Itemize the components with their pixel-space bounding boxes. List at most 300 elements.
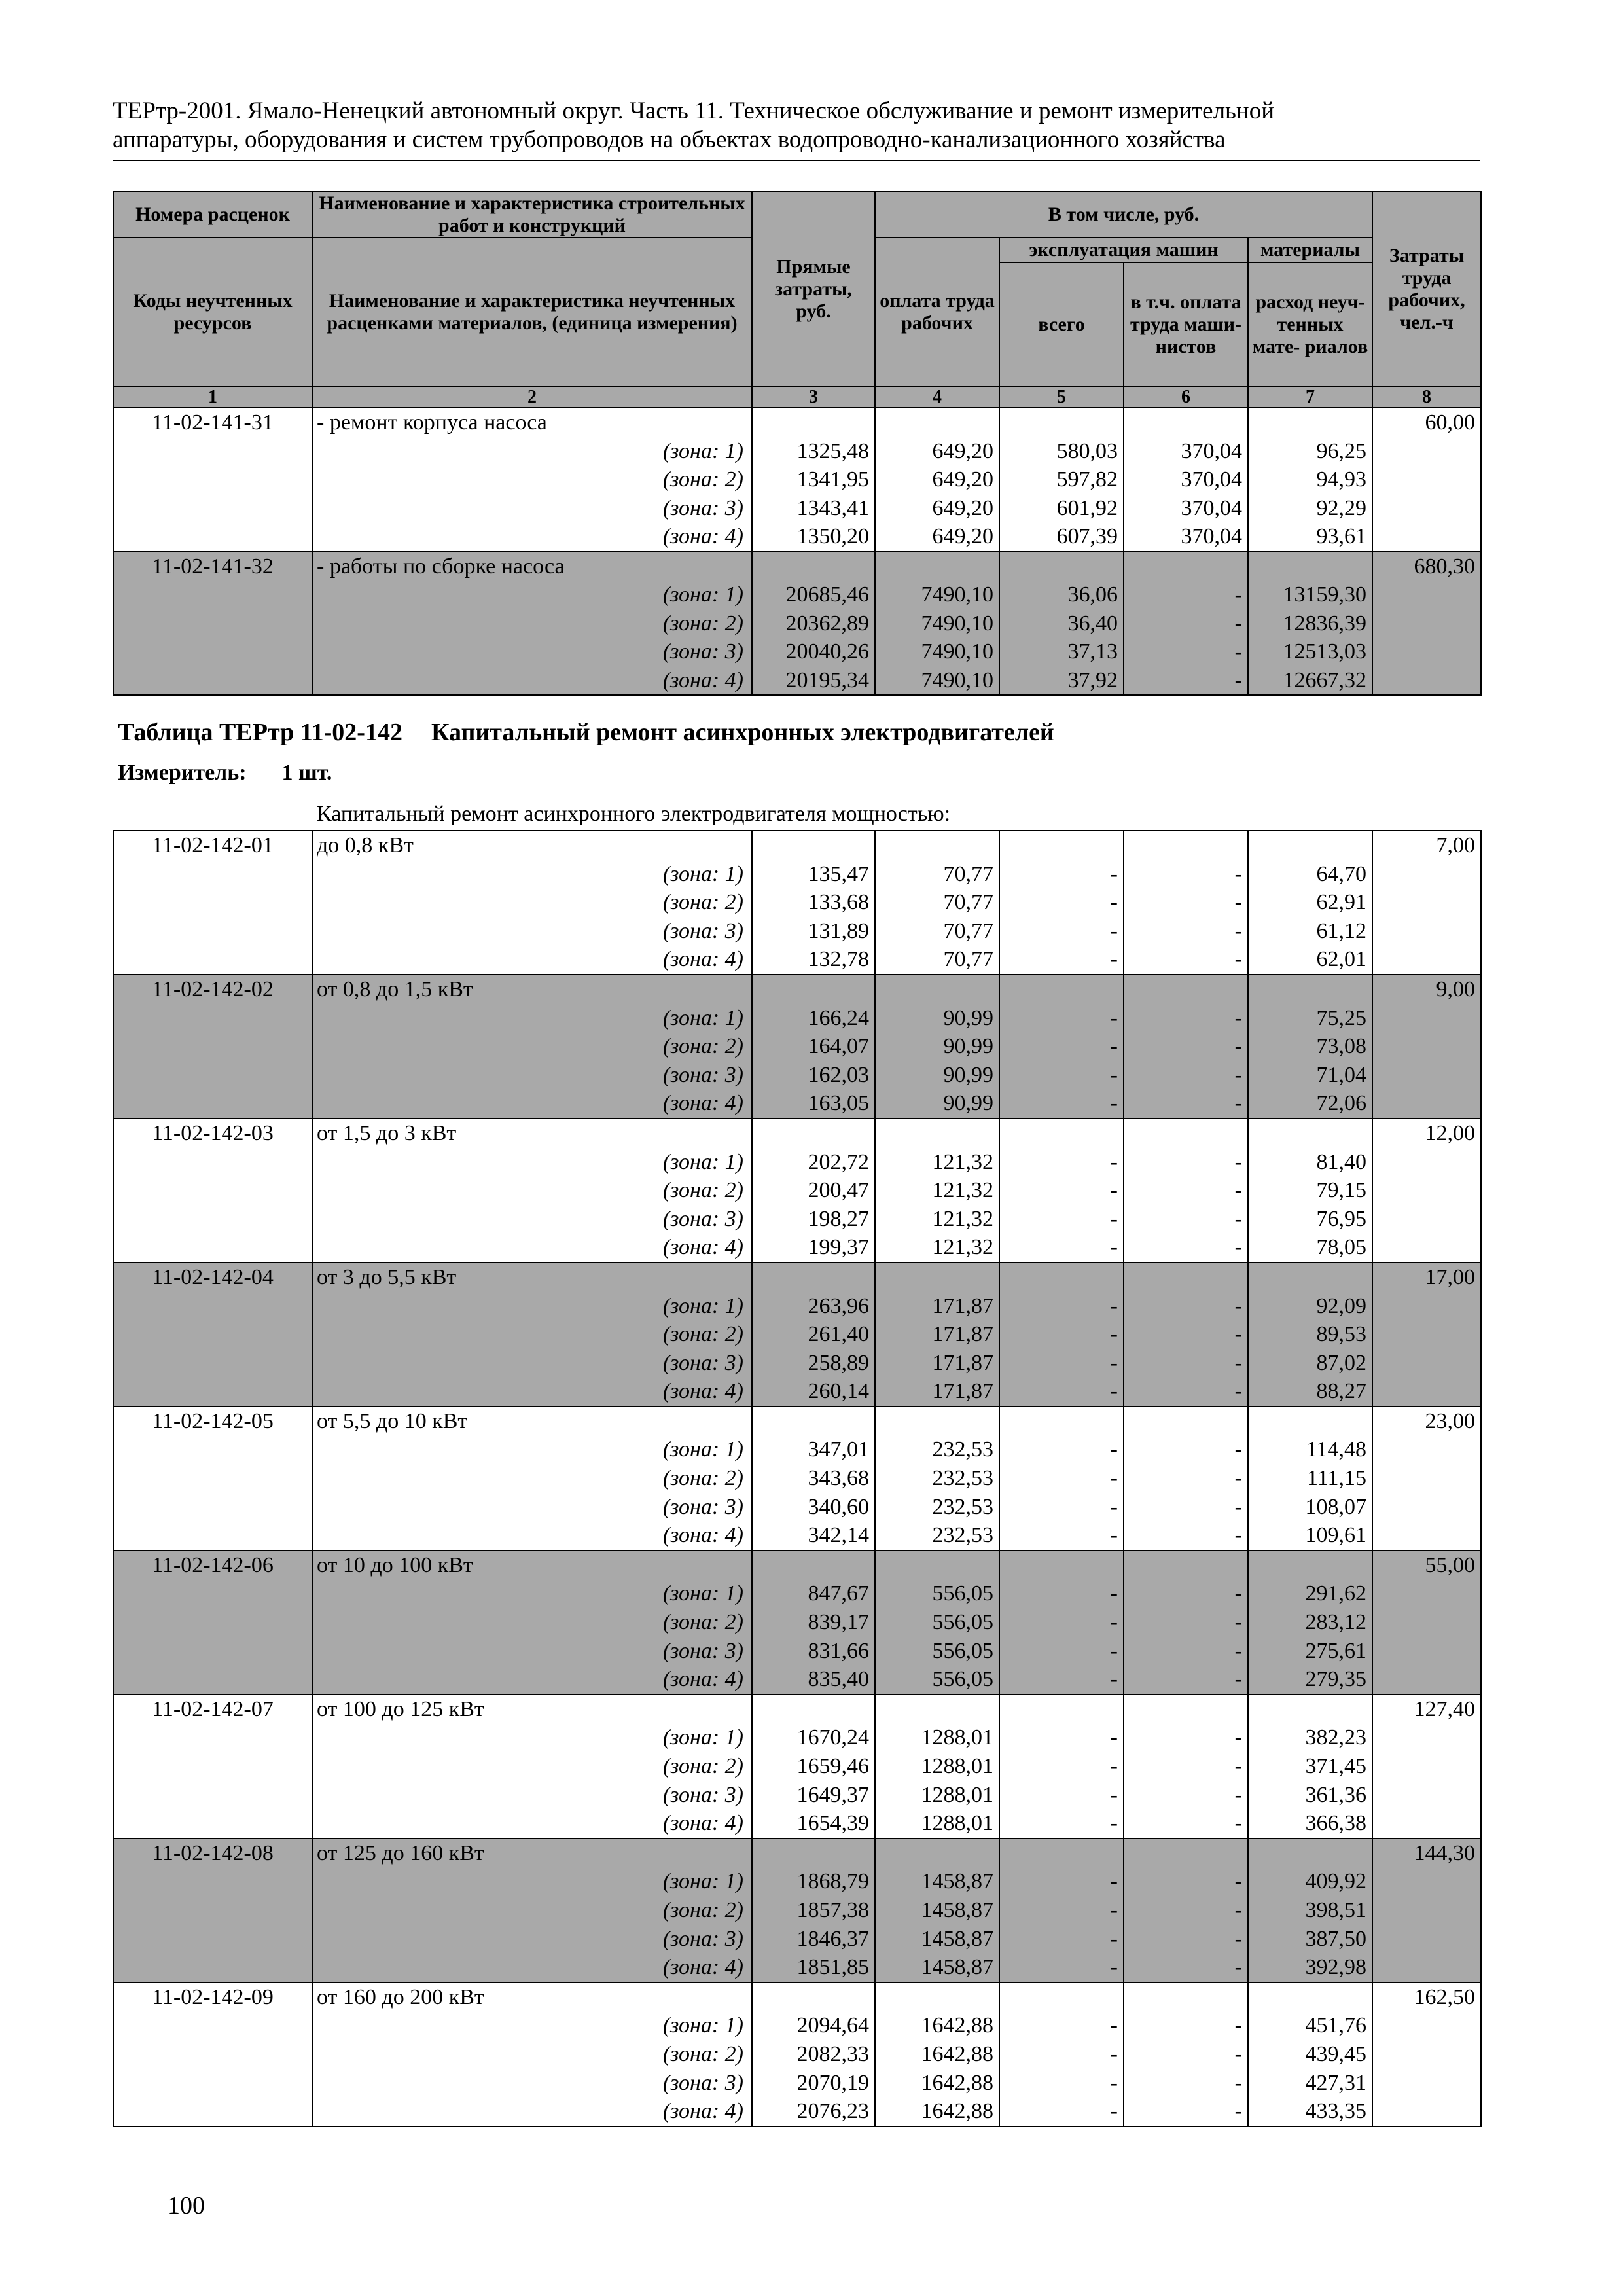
zone-row	[113, 1809, 1481, 1839]
empty-cell	[113, 522, 312, 552]
value-cell: -	[1124, 1665, 1248, 1695]
value-cell: -	[1124, 1061, 1248, 1090]
value-cell: 70,77	[875, 860, 999, 889]
col-machines-total: всего	[999, 262, 1124, 387]
empty-cell	[113, 1464, 312, 1493]
zone-row	[113, 2040, 1481, 2069]
empty-cell	[113, 860, 312, 889]
labor-value: 9,00	[1372, 975, 1481, 1004]
value-cell: 361,36	[1248, 1781, 1372, 1810]
rate-group	[113, 408, 1481, 552]
empty-cell	[1372, 666, 1481, 696]
empty-cell	[752, 1119, 875, 1148]
column-number: 6	[1124, 387, 1248, 408]
empty-cell	[1372, 1493, 1481, 1522]
value-cell: 382,23	[1248, 1723, 1372, 1752]
empty-cell	[113, 2011, 312, 2040]
value-cell: 70,77	[875, 888, 999, 917]
value-cell: -	[999, 1608, 1124, 1637]
empty-cell	[113, 1320, 312, 1349]
value-cell: 1846,37	[752, 1925, 875, 1954]
zone-row	[113, 522, 1481, 552]
value-cell: -	[999, 1377, 1124, 1407]
empty-cell	[752, 552, 875, 581]
rate-name: от 125 до 160 кВт	[312, 1839, 752, 1868]
empty-cell	[1124, 1119, 1248, 1148]
empty-cell	[999, 1839, 1124, 1868]
col-material-usage: расход неуч- тенных мате- риалов	[1248, 262, 1372, 387]
value-cell: 649,20	[875, 494, 999, 523]
empty-cell	[1372, 1665, 1481, 1695]
zone-row	[113, 1205, 1481, 1234]
header-line-1: ТЕРтр-2001. Ямало-Ненецкий автономный округ. Часть 11. Техническое обслуживание и ремонт измерительной	[113, 98, 1275, 124]
empty-cell	[113, 1061, 312, 1090]
empty-cell	[1248, 1263, 1372, 1292]
rate-group	[113, 1982, 1481, 2126]
col-labor-costs: Затраты труда рабочих, чел.-ч	[1372, 192, 1481, 387]
value-cell: -	[1124, 1723, 1248, 1752]
zone-row	[113, 1665, 1481, 1695]
value-cell: -	[1124, 1292, 1248, 1321]
zone-label: (зона: 3)	[312, 637, 752, 666]
zone-row	[113, 494, 1481, 523]
empty-cell	[875, 975, 999, 1004]
zone-label: (зона: 1)	[312, 860, 752, 889]
empty-cell	[113, 1896, 312, 1925]
empty-cell	[1372, 1752, 1481, 1781]
zone-row	[113, 1493, 1481, 1522]
value-cell: 36,40	[999, 609, 1124, 638]
value-cell: -	[999, 1925, 1124, 1954]
value-cell: 87,02	[1248, 1349, 1372, 1378]
value-cell: -	[1124, 1148, 1248, 1177]
col-rate-numbers: Номера расценок	[113, 192, 312, 238]
col-machines: эксплуатация машин	[999, 238, 1248, 262]
rate-name: от 3 до 5,5 кВт	[312, 1263, 752, 1292]
empty-cell	[1124, 1263, 1248, 1292]
value-cell: 121,32	[875, 1205, 999, 1234]
empty-cell	[113, 1752, 312, 1781]
empty-cell	[1248, 1119, 1372, 1148]
rate-code: 11-02-142-01	[113, 831, 312, 860]
empty-cell	[999, 1263, 1124, 1292]
column-number: 1	[113, 387, 312, 408]
value-cell: -	[1124, 1953, 1248, 1982]
zone-row	[113, 2069, 1481, 2098]
zone-row	[113, 465, 1481, 494]
empty-cell	[1248, 831, 1372, 860]
value-cell: 283,12	[1248, 1608, 1372, 1637]
empty-cell	[1372, 637, 1481, 666]
value-cell: 164,07	[752, 1032, 875, 1061]
value-cell: -	[999, 1320, 1124, 1349]
empty-cell	[875, 831, 999, 860]
empty-cell	[752, 1551, 875, 1580]
value-cell: 70,77	[875, 917, 999, 946]
value-cell: 20195,34	[752, 666, 875, 696]
empty-cell	[1372, 609, 1481, 638]
rate-name: - ремонт корпуса насоса	[312, 408, 752, 437]
value-cell: -	[1124, 1781, 1248, 1810]
empty-cell	[1372, 1521, 1481, 1551]
value-cell: 451,76	[1248, 2011, 1372, 2040]
value-cell: -	[1124, 860, 1248, 889]
value-cell: 12836,39	[1248, 609, 1372, 638]
value-cell: -	[999, 1637, 1124, 1666]
value-cell: -	[1124, 581, 1248, 609]
rate-title-row	[113, 1839, 1481, 1868]
value-cell: 607,39	[999, 522, 1124, 552]
zone-label: (зона: 1)	[312, 1579, 752, 1608]
empty-cell	[1372, 1148, 1481, 1177]
rate-title-row	[113, 1551, 1481, 1580]
value-cell: 111,15	[1248, 1464, 1372, 1493]
rate-code: 11-02-142-08	[113, 1839, 312, 1868]
value-cell: 649,20	[875, 465, 999, 494]
value-cell: 72,06	[1248, 1089, 1372, 1119]
empty-cell	[1372, 1723, 1481, 1752]
value-cell: 847,67	[752, 1579, 875, 1608]
value-cell: 1350,20	[752, 522, 875, 552]
empty-cell	[113, 1608, 312, 1637]
value-cell: 132,78	[752, 945, 875, 975]
col-direct-costs: Прямые затраты, руб.	[752, 192, 875, 387]
column-number: 5	[999, 387, 1124, 408]
value-cell: 556,05	[875, 1637, 999, 1666]
column-number: 7	[1248, 387, 1372, 408]
header-line-2: аппаратуры, оборудования и систем трубопроводов на объектах водопроводно-канализационного хозяйства	[113, 126, 1226, 153]
empty-cell	[113, 1723, 312, 1752]
value-cell: -	[1124, 1435, 1248, 1464]
empty-cell	[113, 609, 312, 638]
value-cell: -	[1124, 1464, 1248, 1493]
zone-row	[113, 1061, 1481, 1090]
value-cell: 1458,87	[875, 1867, 999, 1896]
empty-cell	[1248, 1695, 1372, 1724]
empty-cell	[875, 1982, 999, 2012]
value-cell: 1659,46	[752, 1752, 875, 1781]
zone-label: (зона: 1)	[312, 437, 752, 466]
zone-row	[113, 666, 1481, 696]
empty-cell	[1124, 552, 1248, 581]
empty-cell	[1124, 1982, 1248, 2012]
col-operator-pay: в т.ч. оплата труда маши- нистов	[1124, 262, 1248, 387]
zone-row	[113, 1435, 1481, 1464]
col-materials: материалы	[1248, 238, 1372, 262]
value-cell: 121,32	[875, 1176, 999, 1205]
zone-row	[113, 1292, 1481, 1321]
value-cell: -	[999, 2011, 1124, 2040]
rate-title-row	[113, 1263, 1481, 1292]
value-cell: -	[999, 917, 1124, 946]
empty-cell	[113, 1867, 312, 1896]
value-cell: 62,01	[1248, 945, 1372, 975]
value-cell: 831,66	[752, 1637, 875, 1666]
value-cell: -	[1124, 1608, 1248, 1637]
value-cell: 232,53	[875, 1521, 999, 1551]
zone-row	[113, 1176, 1481, 1205]
zone-label: (зона: 3)	[312, 494, 752, 523]
rate-name: от 10 до 100 кВт	[312, 1551, 752, 1580]
value-cell: 1288,01	[875, 1809, 999, 1839]
value-cell: 342,14	[752, 1521, 875, 1551]
empty-cell	[999, 1551, 1124, 1580]
empty-cell	[1248, 1982, 1372, 2012]
empty-cell	[1372, 1579, 1481, 1608]
empty-cell	[1372, 945, 1481, 975]
value-cell: 108,07	[1248, 1493, 1372, 1522]
labor-value: 144,30	[1372, 1839, 1481, 1868]
zone-label: (зона: 4)	[312, 666, 752, 696]
empty-cell	[752, 1407, 875, 1436]
page-header	[113, 97, 1480, 154]
zone-row	[113, 637, 1481, 666]
zone-label: (зона: 4)	[312, 1953, 752, 1982]
value-cell: 131,89	[752, 917, 875, 946]
value-cell: -	[1124, 1349, 1248, 1378]
value-cell: 1288,01	[875, 1781, 999, 1810]
value-cell: 1458,87	[875, 1896, 999, 1925]
empty-cell	[875, 1263, 999, 1292]
empty-cell	[113, 1233, 312, 1263]
value-cell: 1670,24	[752, 1723, 875, 1752]
value-cell: 2094,64	[752, 2011, 875, 2040]
rates-table-141	[113, 191, 1482, 696]
empty-cell	[1372, 1608, 1481, 1637]
empty-cell	[1372, 522, 1481, 552]
empty-cell	[113, 2097, 312, 2126]
value-cell: 7490,10	[875, 609, 999, 638]
value-cell: 20362,89	[752, 609, 875, 638]
value-cell: 427,31	[1248, 2069, 1372, 2098]
empty-cell	[999, 1407, 1124, 1436]
value-cell: 232,53	[875, 1493, 999, 1522]
value-cell: 347,01	[752, 1435, 875, 1464]
value-cell: 90,99	[875, 1061, 999, 1090]
value-cell: 7490,10	[875, 637, 999, 666]
rate-title-row	[113, 1119, 1481, 1148]
value-cell: 556,05	[875, 1665, 999, 1695]
rate-name: - работы по сборке насоса	[312, 552, 752, 581]
zone-row	[113, 1233, 1481, 1263]
empty-cell	[1372, 1781, 1481, 1810]
value-cell: 135,47	[752, 860, 875, 889]
empty-cell	[999, 831, 1124, 860]
zone-row	[113, 1032, 1481, 1061]
value-cell: -	[1124, 2069, 1248, 2098]
value-cell: 71,04	[1248, 1061, 1372, 1090]
zone-label: (зона: 2)	[312, 1176, 752, 1205]
empty-cell	[875, 1119, 999, 1148]
empty-cell	[1124, 831, 1248, 860]
table-title-name: Капитальный ремонт асинхронных электродвигателей	[431, 719, 1054, 746]
col-worker-pay: оплата труда рабочих	[875, 238, 999, 387]
labor-value: 12,00	[1372, 1119, 1481, 1148]
zone-row	[113, 888, 1481, 917]
zone-label: (зона: 4)	[312, 522, 752, 552]
value-cell: 90,99	[875, 1004, 999, 1033]
value-cell: -	[999, 1292, 1124, 1321]
column-number: 3	[752, 387, 875, 408]
value-cell: 556,05	[875, 1579, 999, 1608]
value-cell: 370,04	[1124, 437, 1248, 466]
empty-cell	[1372, 860, 1481, 889]
empty-cell	[1124, 1407, 1248, 1436]
empty-cell	[1124, 975, 1248, 1004]
value-cell: 171,87	[875, 1320, 999, 1349]
zone-row	[113, 1896, 1481, 1925]
empty-cell	[999, 975, 1124, 1004]
value-cell: 1642,88	[875, 2011, 999, 2040]
value-cell: 1343,41	[752, 494, 875, 523]
rate-code: 11-02-142-06	[113, 1551, 312, 1580]
empty-cell	[1372, 2097, 1481, 2126]
zone-label: (зона: 3)	[312, 1061, 752, 1090]
zone-row	[113, 2011, 1481, 2040]
value-cell: 162,03	[752, 1061, 875, 1090]
zone-label: (зона: 1)	[312, 1148, 752, 1177]
zone-row	[113, 1089, 1481, 1119]
value-cell: -	[999, 1493, 1124, 1522]
empty-cell	[113, 1004, 312, 1033]
rate-group	[113, 1407, 1481, 1551]
value-cell: 649,20	[875, 522, 999, 552]
value-cell: 1851,85	[752, 1953, 875, 1982]
labor-value: 127,40	[1372, 1695, 1481, 1724]
value-cell: -	[999, 1953, 1124, 1982]
empty-cell	[113, 1953, 312, 1982]
value-cell: 387,50	[1248, 1925, 1372, 1954]
labor-value: 23,00	[1372, 1407, 1481, 1436]
value-cell: 199,37	[752, 1233, 875, 1263]
empty-cell	[1372, 1349, 1481, 1378]
zone-label: (зона: 2)	[312, 1896, 752, 1925]
zone-label: (зона: 2)	[312, 1608, 752, 1637]
empty-cell	[1372, 437, 1481, 466]
zone-label: (зона: 4)	[312, 2097, 752, 2126]
empty-cell	[113, 1349, 312, 1378]
value-cell: 1288,01	[875, 1723, 999, 1752]
value-cell: 76,95	[1248, 1205, 1372, 1234]
empty-cell	[752, 1839, 875, 1868]
value-cell: -	[1124, 1205, 1248, 1234]
zone-row	[113, 860, 1481, 889]
value-cell: 75,25	[1248, 1004, 1372, 1033]
zone-label: (зона: 1)	[312, 581, 752, 609]
empty-cell	[875, 1839, 999, 1868]
rate-code: 11-02-142-05	[113, 1407, 312, 1436]
value-cell: -	[999, 1521, 1124, 1551]
value-cell: 1868,79	[752, 1867, 875, 1896]
empty-cell	[999, 1982, 1124, 2012]
value-cell: 439,45	[1248, 2040, 1372, 2069]
rate-group	[113, 1551, 1481, 1695]
value-cell: 64,70	[1248, 860, 1372, 889]
value-cell: -	[1124, 917, 1248, 946]
value-cell: 198,27	[752, 1205, 875, 1234]
value-cell: 92,09	[1248, 1292, 1372, 1321]
value-cell: 1642,88	[875, 2040, 999, 2069]
value-cell: -	[1124, 1089, 1248, 1119]
measure-line	[118, 761, 332, 785]
rate-title-row	[113, 975, 1481, 1004]
value-cell: -	[1124, 637, 1248, 666]
zone-row	[113, 1004, 1481, 1033]
rate-title-row	[113, 831, 1481, 860]
value-cell: -	[1124, 1521, 1248, 1551]
rate-group	[113, 975, 1481, 1119]
value-cell: 258,89	[752, 1349, 875, 1378]
value-cell: 1458,87	[875, 1953, 999, 1982]
value-cell: 580,03	[999, 437, 1124, 466]
value-cell: 370,04	[1124, 494, 1248, 523]
zone-label: (зона: 3)	[312, 1493, 752, 1522]
value-cell: -	[1124, 1004, 1248, 1033]
value-cell: 371,45	[1248, 1752, 1372, 1781]
value-cell: 835,40	[752, 1665, 875, 1695]
value-cell: 279,35	[1248, 1665, 1372, 1695]
empty-cell	[1248, 1551, 1372, 1580]
empty-cell	[1372, 1004, 1481, 1033]
value-cell: 78,05	[1248, 1233, 1372, 1263]
empty-cell	[752, 1695, 875, 1724]
empty-cell	[1248, 552, 1372, 581]
value-cell: -	[999, 1723, 1124, 1752]
empty-cell	[113, 1148, 312, 1177]
column-number: 8	[1372, 387, 1481, 408]
value-cell: 597,82	[999, 465, 1124, 494]
zone-label: (зона: 2)	[312, 1752, 752, 1781]
zone-label: (зона: 3)	[312, 1925, 752, 1954]
value-cell: 163,05	[752, 1089, 875, 1119]
zone-row	[113, 917, 1481, 946]
value-cell: 202,72	[752, 1148, 875, 1177]
empty-cell	[113, 1176, 312, 1205]
zone-label: (зона: 1)	[312, 1004, 752, 1033]
value-cell: 93,61	[1248, 522, 1372, 552]
value-cell: 109,61	[1248, 1521, 1372, 1551]
value-cell: -	[999, 1089, 1124, 1119]
zone-label: (зона: 2)	[312, 609, 752, 638]
value-cell: -	[999, 1233, 1124, 1263]
empty-cell	[752, 831, 875, 860]
empty-cell	[1372, 1061, 1481, 1090]
empty-cell	[1372, 2011, 1481, 2040]
value-cell: 166,24	[752, 1004, 875, 1033]
value-cell: 12667,32	[1248, 666, 1372, 696]
zone-row	[113, 581, 1481, 609]
column-numbers-row	[113, 387, 1481, 408]
value-cell: 1654,39	[752, 1809, 875, 1839]
page-number: 100	[168, 2192, 205, 2219]
rate-group	[113, 1119, 1481, 1263]
zone-row	[113, 1781, 1481, 1810]
empty-cell	[113, 1089, 312, 1119]
value-cell: 121,32	[875, 1233, 999, 1263]
zone-label: (зона: 4)	[312, 1521, 752, 1551]
empty-cell	[113, 1032, 312, 1061]
empty-cell	[1372, 1320, 1481, 1349]
empty-cell	[752, 408, 875, 437]
zone-label: (зона: 4)	[312, 1809, 752, 1839]
zone-label: (зона: 3)	[312, 917, 752, 946]
value-cell: 61,12	[1248, 917, 1372, 946]
rate-name: от 1,5 до 3 кВт	[312, 1119, 752, 1148]
value-cell: 20040,26	[752, 637, 875, 666]
rate-code: 11-02-142-09	[113, 1982, 312, 2012]
rate-title-row	[113, 552, 1481, 581]
value-cell: 81,40	[1248, 1148, 1372, 1177]
